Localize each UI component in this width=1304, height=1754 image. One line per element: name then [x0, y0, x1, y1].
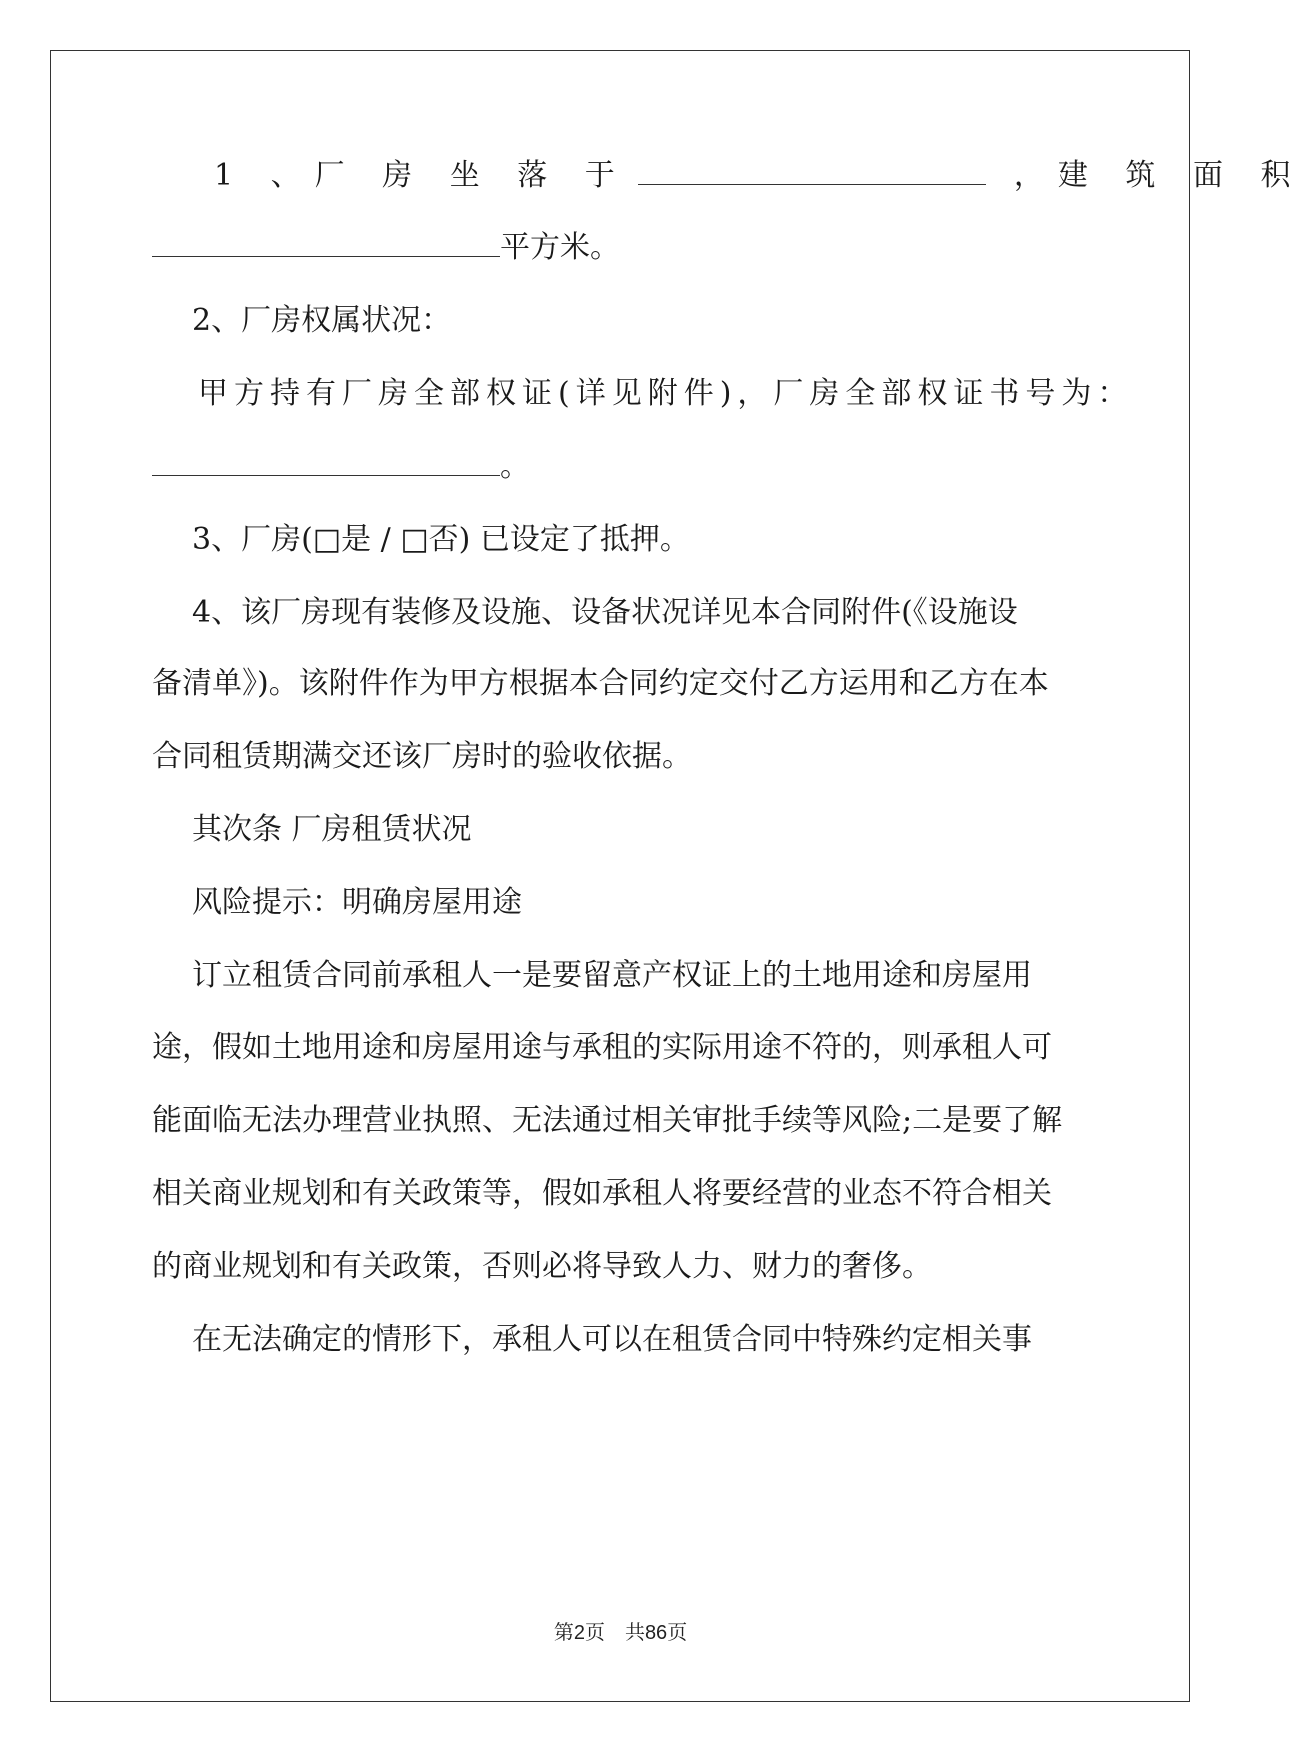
page-frame: [50, 50, 1190, 1702]
certificate-number-blank[interactable]: [152, 447, 500, 476]
section-title: 其次条 厂房租赁状况: [192, 812, 472, 847]
total-pages: 86: [644, 1622, 668, 1644]
item1-line1: [214, 156, 1304, 196]
page-footer: [0, 1616, 1241, 1645]
page-number: 2: [573, 1622, 585, 1644]
para1-line4: 相关商业规划和有关政策等，假如承租人将要经营的业态不符合相关: [152, 1176, 1052, 1211]
item2-text: 甲方持有厂房全部权证(详见附件)，厂房全部权证书号为：: [198, 376, 1134, 411]
total-prefix: 共: [624, 1622, 645, 1644]
para1-line3: 能面临无法办理营业执照、无法通过相关审批手续等风险;二是要了解: [152, 1103, 1063, 1138]
para1-line5: 的商业规划和有关政策，否则必将导致人力、财力的奢侈。: [152, 1249, 932, 1284]
para1-line2: 途，假如土地用途和房屋用途与承租的实际用途不符的，则承租人可: [152, 1030, 1052, 1065]
total-suffix: 页: [667, 1622, 688, 1644]
para2-line1: 在无法确定的情形下，承租人可以在租赁合同中特殊约定相关事: [192, 1322, 1032, 1357]
item1-prefix: 1 、厂 房 坐 落 于: [214, 158, 629, 193]
para1-line1: 订立租赁合同前承租人一是要留意产权证上的土地用途和房屋用: [192, 958, 1032, 993]
item1-line2: [152, 228, 1092, 268]
item1-suffix: ，建 筑 面 积: [1013, 158, 1304, 193]
page-prefix: 第: [553, 1622, 574, 1644]
item2-period: 。: [500, 449, 530, 484]
item2-line2: [152, 447, 1092, 487]
item4-line2: 备清单》)。该附件作为甲方根据本合同约定交付乙方运用和乙方在本: [152, 666, 1049, 701]
item4-line3: 合同租赁期满交还该厂房时的验收依据。: [152, 739, 692, 774]
item3-mortgage: 3、厂房(□是 / □否) 已设定了抵押。: [192, 522, 690, 557]
area-unit: 平方米。: [500, 230, 620, 265]
location-blank[interactable]: [638, 156, 986, 185]
item4-line1: 4、该厂房现有装修及设施、设备状况详见本合同附件(《设施设: [192, 595, 1018, 630]
area-blank[interactable]: [152, 228, 500, 257]
page-mid: 页: [584, 1622, 605, 1644]
risk-title: 风险提示：明确房屋用途: [192, 885, 522, 920]
item2-heading: 2、厂房权属状况：: [192, 303, 452, 338]
